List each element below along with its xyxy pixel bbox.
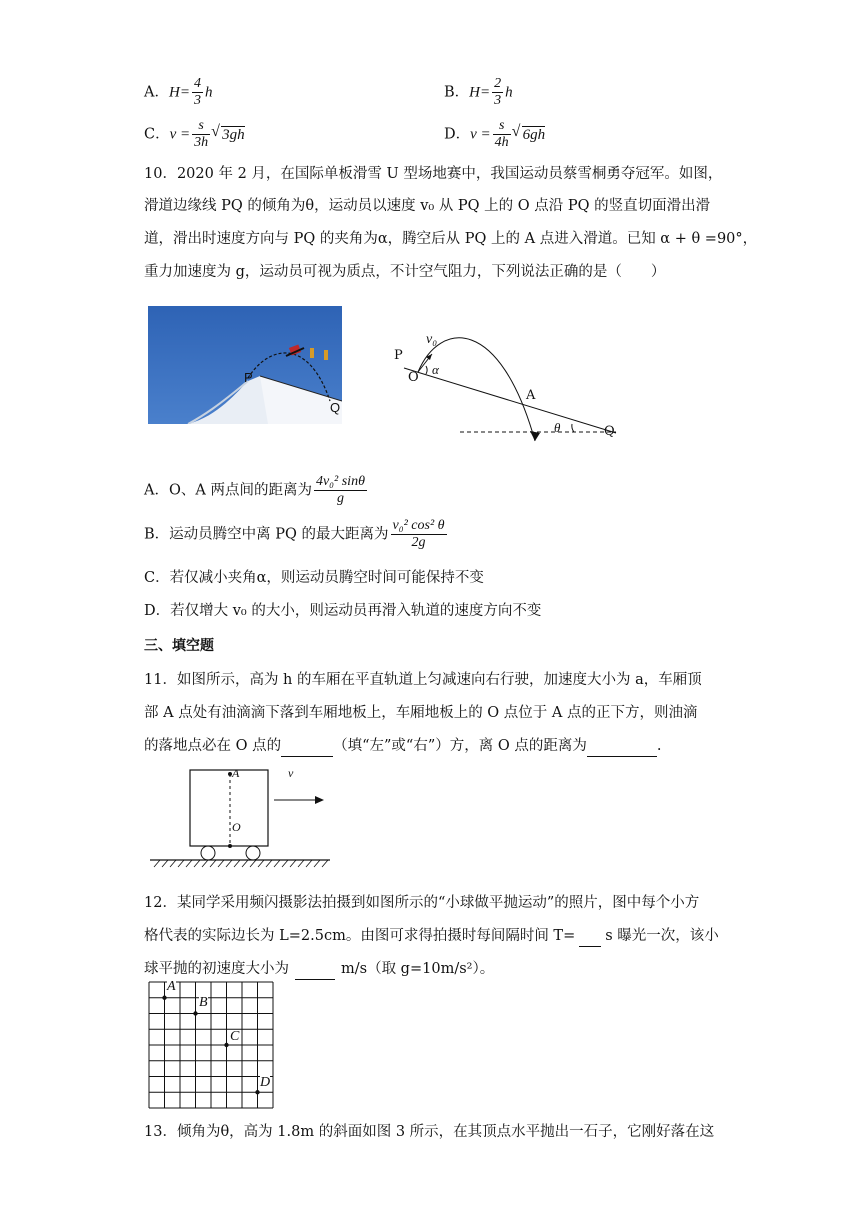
fraction: $\frac{4}{3}$ — [193, 76, 201, 108]
figure-label-v: v — [288, 766, 294, 780]
diagram-label-v0: v₀ — [426, 332, 438, 347]
figure-label-o: O — [232, 820, 241, 834]
trajectory-diagram — [390, 326, 630, 450]
diagram-label-p: P — [394, 348, 403, 363]
answer-blank[interactable] — [281, 736, 333, 757]
q12-line-2: 格代表的实际边长为 L=2.5cm。由图可求得拍摄时每间隔时间 T= s 曝光一次，该小 — [144, 926, 719, 947]
answer-blank[interactable] — [579, 926, 601, 947]
q10-line-3: 道，滑出时速度方向与 PQ 的夹角为α，腾空后从 PQ 上的 A 点进入滑道。已知 α + θ =90°， — [144, 231, 758, 247]
diagram-label-a: A — [526, 388, 536, 403]
halfpipe-photo — [148, 306, 342, 424]
grid-point-d: D — [260, 1075, 271, 1090]
diagram-label-theta: θ — [554, 420, 561, 435]
q11-line-1: 11．如图所示，高为 h 的车厢在平直轨道上匀减速向右行驶，加速度大小为 a，车厢顶 — [144, 672, 702, 688]
figure-label-a: A — [232, 766, 240, 780]
q10-line-2: 滑道边缘线 PQ 的倾角为θ，运动员以速度 v₀ 从 PQ 上的 O 点沿 PQ 的竖直切面滑出滑 — [144, 198, 711, 214]
train-car-figure — [150, 764, 340, 872]
fraction: $\frac{2}{3}$ — [494, 76, 502, 108]
velocity-arrow-icon — [274, 796, 324, 804]
fraction: $\frac{s}{4h}$ — [494, 118, 509, 150]
q9-option-b: B．H= $\frac{2}{3}$ h — [444, 76, 513, 108]
answer-blank[interactable] — [295, 959, 335, 980]
q11-line-2: 部 A 点处有油滴滴下落到车厢地板上，车厢地板上的 O 点位于 A 点的正下方，则油滴 — [144, 705, 698, 721]
train-car-drawing — [150, 764, 340, 872]
q10-option-a: A．O、A 两点间的距离为 $\frac{\text{4v₀² sinθ}}{g}$ — [144, 474, 365, 506]
grid-point-c: C — [230, 1029, 240, 1044]
grid-point-b: B — [199, 995, 208, 1010]
q9-option-a: A．H= $\frac{4}{3}$ h — [144, 76, 213, 108]
fraction: $\frac{s}{3h}$ — [194, 118, 209, 150]
q10-option-c: C．若仅减小夹角α，则运动员腾空时间可能保持不变 — [144, 570, 484, 586]
halfpipe-photo-drawing — [148, 306, 342, 424]
q10-line-4: 重力加速度为 g，运动员可视为质点，不计空气阻力，下列说法正确的是（ ） — [144, 264, 666, 280]
q10-option-b: B．运动员腾空中离 PQ 的最大距离为 $\frac{\text{v₀² cos² θ}}{2g}$ — [144, 518, 445, 550]
strobe-grid-figure — [148, 980, 276, 1110]
diagram-label-o: O — [408, 370, 419, 385]
diagram-label-alpha: α — [432, 362, 439, 377]
grid-point-a: A — [167, 979, 176, 994]
strobe-grid-drawing — [148, 980, 276, 1110]
answer-blank[interactable] — [587, 736, 657, 757]
fraction: $\frac{\text{v₀² cos² θ}}{2g}$ — [392, 518, 445, 550]
photo-label-q: Q — [330, 400, 341, 415]
q11-line-3: 的落地点必在 O 点的 （填“左”或“右”）方，离 O 点的距离为 . — [144, 736, 661, 757]
q9-option-d: D．v = $\frac{s}{4h}$ √ 6gh — [444, 118, 545, 151]
diagram-label-q: Q — [604, 424, 615, 439]
fraction: $\frac{\text{4v₀² sinθ}}{g}$ — [315, 474, 365, 506]
q12-line-1: 12．某同学采用频闪摄影法拍摄到如图所示的“小球做平抛运动”的照片，图中每个小方 — [144, 895, 700, 911]
q12-line-3: 球平抛的初速度大小为 m/s（取 g=10m/s²）。 — [144, 959, 494, 980]
q13-line-1: 13．倾角为θ，高为 1.8m 的斜面如图 3 所示，在其顶点水平抛出一石子，它刚好落在这 — [144, 1124, 715, 1140]
q10-line-1: 10．2020 年 2 月，在国际单板滑雪 U 型场地赛中，我国运动员蔡雪桐勇夺冠军。如图， — [144, 166, 723, 182]
q10-option-d: D．若仅增大 v₀ 的大小，则运动员再滑入轨道的速度方向不变 — [144, 603, 542, 619]
q9-option-c: C．v = $\frac{s}{3h}$ √ 3gh — [144, 118, 245, 151]
photo-label-p: P — [244, 370, 253, 385]
section-heading: 三、填空题 — [144, 638, 214, 654]
